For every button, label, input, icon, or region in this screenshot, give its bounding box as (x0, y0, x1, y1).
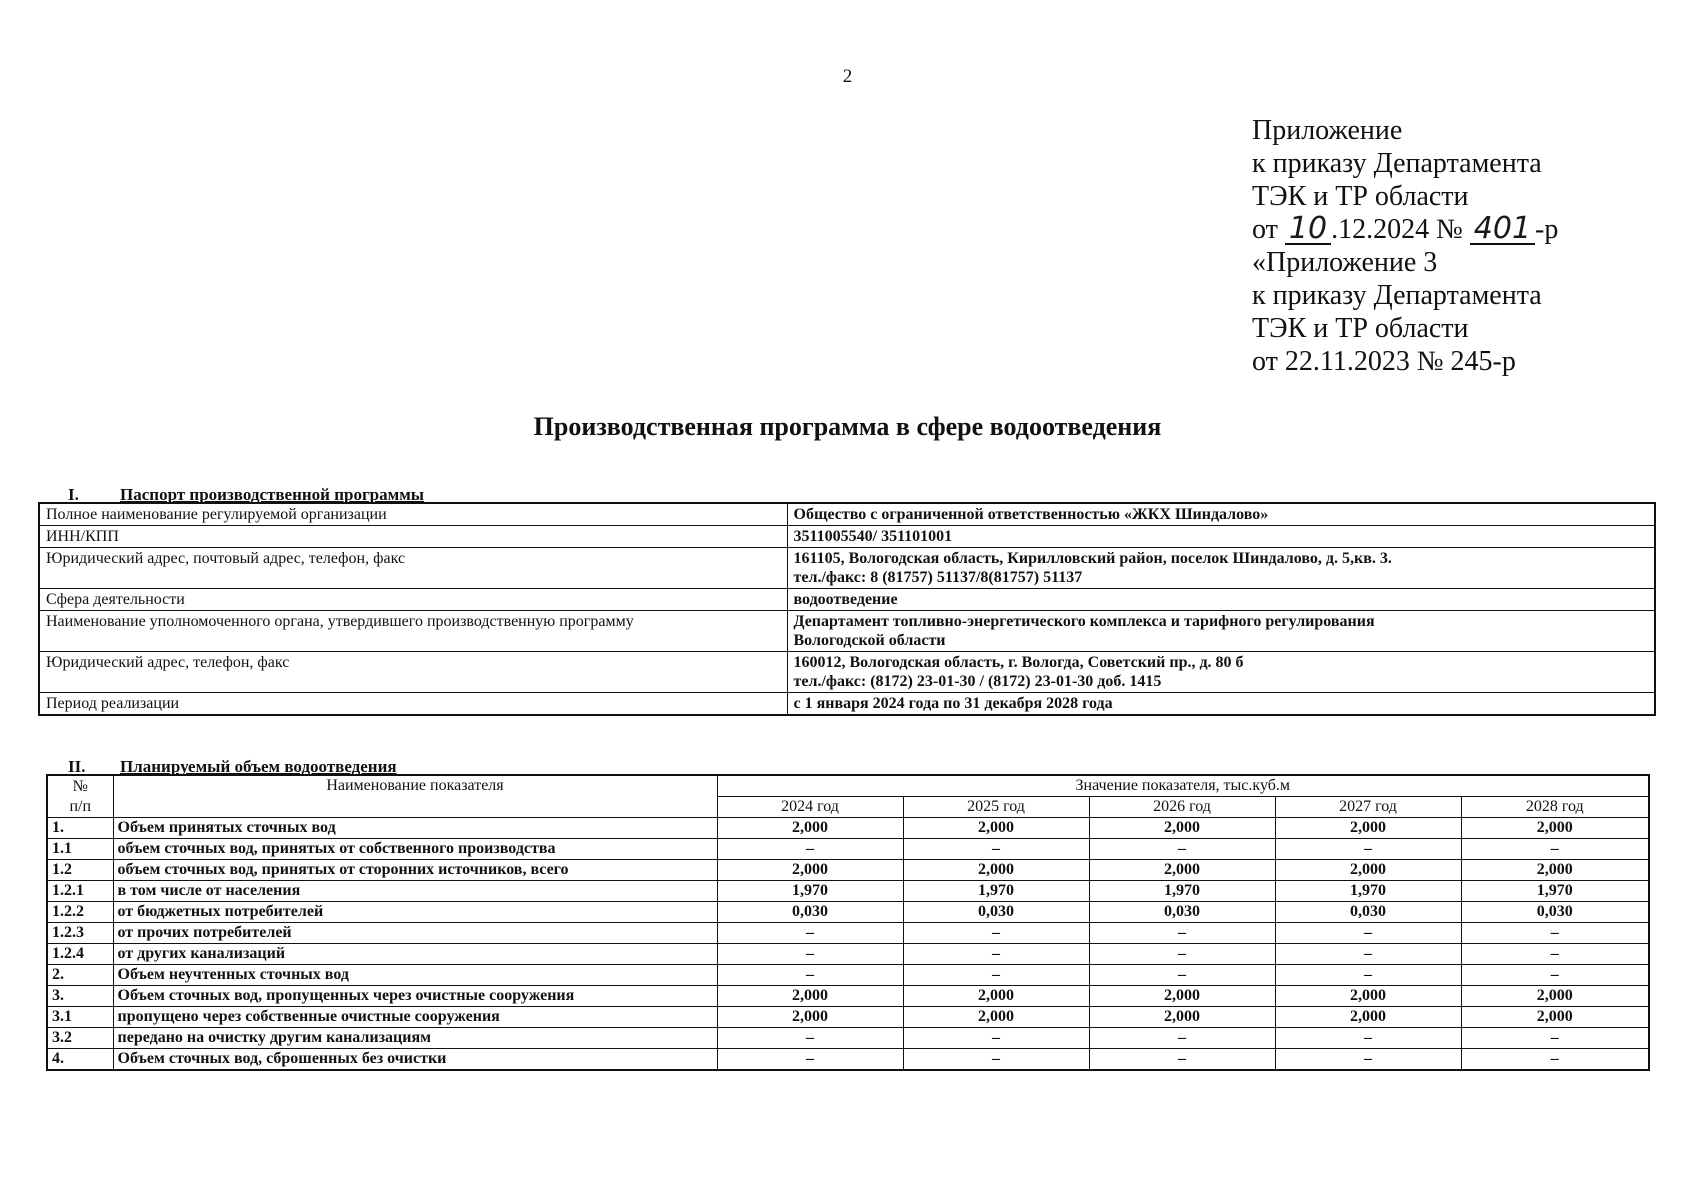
row-number: 3.1 (47, 1007, 113, 1028)
row-value: 2,000 (903, 986, 1089, 1007)
table-row (47, 944, 1649, 965)
row-value: – (717, 944, 903, 965)
header-year: 2024 год (717, 797, 903, 818)
row-value: – (903, 965, 1089, 986)
section-number: II. (68, 757, 86, 776)
row-value: 2,000 (1461, 860, 1649, 881)
row-value: 2,000 (1089, 860, 1275, 881)
passport-value-line: Вологодской области (793, 632, 946, 649)
row-value: 2,000 (1461, 986, 1649, 1007)
passport-value-line: 161105, Вологодская область, Кирилловский район, поселок Шиндалово, д. 5,кв. 3. (793, 550, 1392, 567)
section-title: Паспорт производственной программы (120, 485, 425, 504)
header-year: 2025 год (903, 797, 1089, 818)
row-value: 2,000 (1089, 818, 1275, 839)
passport-table (38, 502, 1656, 716)
passport-label: Наименование уполномоченного органа, утвердившего производственную программу (39, 611, 787, 652)
row-indicator-name: объем сточных вод, принятых от сторонних источников, всего (113, 860, 717, 881)
order-middle: .12.2024 № (1331, 214, 1463, 245)
row-value: 2,000 (1461, 1007, 1649, 1028)
table-row (47, 986, 1649, 1007)
row-value: 0,030 (1461, 902, 1649, 923)
passport-value-line: 160012, Вологодская область, г. Вологда, Советский пр., д. 80 б (793, 654, 1244, 671)
row-indicator-name: Объем неучтенных сточных вод (113, 965, 717, 986)
row-indicator-name: пропущено через собственные очистные сооружения (113, 1007, 717, 1028)
row-value: – (1275, 839, 1461, 860)
row-value: – (1461, 923, 1649, 944)
order-prefix: от (1252, 214, 1278, 245)
passport-value-line: Департамент топливно-энергетического комплекса и тарифного регулирования (793, 613, 1375, 630)
passport-value-line: водоотведение (793, 591, 898, 608)
row-value: 0,030 (1275, 902, 1461, 923)
row-indicator-name: в том числе от населения (113, 881, 717, 902)
passport-value (787, 526, 1655, 548)
row-number: 1.1 (47, 839, 113, 860)
row-value: – (1089, 923, 1275, 944)
row-indicator-name: Объем сточных вод, сброшенных без очистки (113, 1049, 717, 1071)
passport-label: Юридический адрес, почтовый адрес, телефон, факс (39, 548, 787, 589)
row-value: 0,030 (1089, 902, 1275, 923)
appendix-block (1252, 114, 1558, 378)
row-value: 2,000 (1089, 1007, 1275, 1028)
passport-label: ИНН/КПП (39, 526, 787, 548)
row-number: 1.2.2 (47, 902, 113, 923)
passport-value-line: тел./факс: (8172) 23-01-30 / (8172) 23-01-30 доб. 1415 (793, 673, 1162, 690)
passport-label: Сфера деятельности (39, 589, 787, 611)
appendix-line: ТЭК и ТР области (1252, 181, 1469, 212)
row-value: – (903, 923, 1089, 944)
document-title: Производственная программа в сфере водоотведения (533, 412, 1162, 441)
passport-label: Полное наименование регулируемой организации (39, 503, 787, 526)
table-row (47, 1049, 1649, 1071)
table-row (47, 923, 1649, 944)
row-value: – (1275, 923, 1461, 944)
passport-row (39, 548, 1655, 589)
row-indicator-name: объем сточных вод, принятых от собственного производства (113, 839, 717, 860)
row-value: – (1461, 1049, 1649, 1071)
row-value: 2,000 (1461, 818, 1649, 839)
row-value: 1,970 (903, 881, 1089, 902)
passport-value-line: с 1 января 2024 года по 31 декабря 2028 года (793, 695, 1113, 712)
row-indicator-name: от прочих потребителей (113, 923, 717, 944)
table-row (47, 818, 1649, 839)
table-row (47, 965, 1649, 986)
row-value: – (903, 944, 1089, 965)
header-year: 2027 год (1275, 797, 1461, 818)
table-row (47, 881, 1649, 902)
row-number: 1.2.3 (47, 923, 113, 944)
row-indicator-name: Объем сточных вод, пропущенных через очистные сооружения (113, 986, 717, 1007)
row-value: – (1089, 839, 1275, 860)
header-indicator-name: Наименование показателя (113, 775, 717, 818)
passport-value-line: Общество с ограниченной ответственностью «ЖКХ Шиндалово» (793, 506, 1269, 523)
row-value: – (717, 965, 903, 986)
appendix-line: Приложение (1252, 115, 1403, 146)
row-value: 2,000 (1089, 986, 1275, 1007)
volume-table (46, 774, 1650, 1071)
header-year: 2028 год (1461, 797, 1649, 818)
row-number: 3.2 (47, 1028, 113, 1049)
passport-row (39, 611, 1655, 652)
passport-row (39, 526, 1655, 548)
passport-label: Период реализации (39, 693, 787, 716)
row-indicator-name: Объем принятых сточных вод (113, 818, 717, 839)
passport-value (787, 548, 1655, 589)
passport-value-line: 3511005540/ 351101001 (793, 528, 953, 545)
row-number: 1. (47, 818, 113, 839)
appendix-line: «Приложение 3 (1252, 247, 1438, 278)
row-value: 2,000 (717, 860, 903, 881)
row-indicator-name: от бюджетных потребителей (113, 902, 717, 923)
row-value: 2,000 (1275, 1007, 1461, 1028)
row-value: – (1461, 944, 1649, 965)
header-value: Значение показателя, тыс.куб.м (717, 775, 1649, 797)
row-value: 2,000 (717, 1007, 903, 1028)
row-value: 1,970 (717, 881, 903, 902)
row-value: – (1461, 965, 1649, 986)
row-value: – (903, 1028, 1089, 1049)
row-value: – (1089, 1049, 1275, 1071)
passport-value (787, 589, 1655, 611)
appendix-order-line (1252, 213, 1558, 246)
table-row (47, 1028, 1649, 1049)
row-value: 2,000 (903, 818, 1089, 839)
row-value: 2,000 (717, 986, 903, 1007)
section-number: I. (68, 485, 79, 504)
row-value: – (1089, 1028, 1275, 1049)
row-number: 1.2.1 (47, 881, 113, 902)
row-value: 0,030 (903, 902, 1089, 923)
row-value: 1,970 (1089, 881, 1275, 902)
row-value: – (1275, 1049, 1461, 1071)
row-value: 2,000 (1275, 860, 1461, 881)
header-number: № п/п (47, 775, 113, 818)
row-value: – (717, 839, 903, 860)
row-value: – (1089, 965, 1275, 986)
table-row (47, 902, 1649, 923)
order-suffix: -р (1535, 214, 1559, 245)
passport-value (787, 503, 1655, 526)
row-value: 2,000 (903, 1007, 1089, 1028)
passport-value-line: тел./факс: 8 (81757) 51137/8(81757) 51137 (793, 569, 1083, 586)
appendix-line: от 22.11.2023 № 245-р (1252, 346, 1516, 377)
row-value: 2,000 (903, 860, 1089, 881)
row-value: 2,000 (1275, 986, 1461, 1007)
passport-row (39, 652, 1655, 693)
row-value: 2,000 (1275, 818, 1461, 839)
row-value: 1,970 (1461, 881, 1649, 902)
appendix-line: к приказу Департамента (1252, 148, 1542, 179)
row-indicator-name: от других канализаций (113, 944, 717, 965)
row-value: – (1275, 965, 1461, 986)
passport-row (39, 503, 1655, 526)
handwritten-day: 10 (1285, 215, 1331, 245)
section-title: Планируемый объем водоотведения (120, 757, 397, 776)
row-value: – (1089, 944, 1275, 965)
row-value: – (1275, 944, 1461, 965)
passport-row (39, 693, 1655, 716)
passport-value (787, 652, 1655, 693)
row-value: – (717, 1049, 903, 1071)
handwritten-number: 401 (1470, 215, 1535, 245)
table-row (47, 1007, 1649, 1028)
passport-value (787, 693, 1655, 716)
row-value: 2,000 (717, 818, 903, 839)
row-number: 1.2 (47, 860, 113, 881)
row-indicator-name: передано на очистку другим канализациям (113, 1028, 717, 1049)
row-value: 1,970 (1275, 881, 1461, 902)
row-value: – (1275, 1028, 1461, 1049)
header-year: 2026 год (1089, 797, 1275, 818)
row-value: – (903, 839, 1089, 860)
passport-value (787, 611, 1655, 652)
row-value: – (1461, 1028, 1649, 1049)
appendix-line: ТЭК и ТР области (1252, 313, 1469, 344)
passport-row (39, 589, 1655, 611)
passport-label: Юридический адрес, телефон, факс (39, 652, 787, 693)
appendix-line: к приказу Департамента (1252, 280, 1542, 311)
row-value: – (1461, 839, 1649, 860)
row-number: 3. (47, 986, 113, 1007)
table-row (47, 839, 1649, 860)
row-value: 0,030 (717, 902, 903, 923)
page-number: 2 (842, 66, 853, 87)
row-value: – (903, 1049, 1089, 1071)
table-row (47, 860, 1649, 881)
row-number: 2. (47, 965, 113, 986)
row-value: – (717, 923, 903, 944)
row-number: 1.2.4 (47, 944, 113, 965)
row-value: – (717, 1028, 903, 1049)
row-number: 4. (47, 1049, 113, 1071)
